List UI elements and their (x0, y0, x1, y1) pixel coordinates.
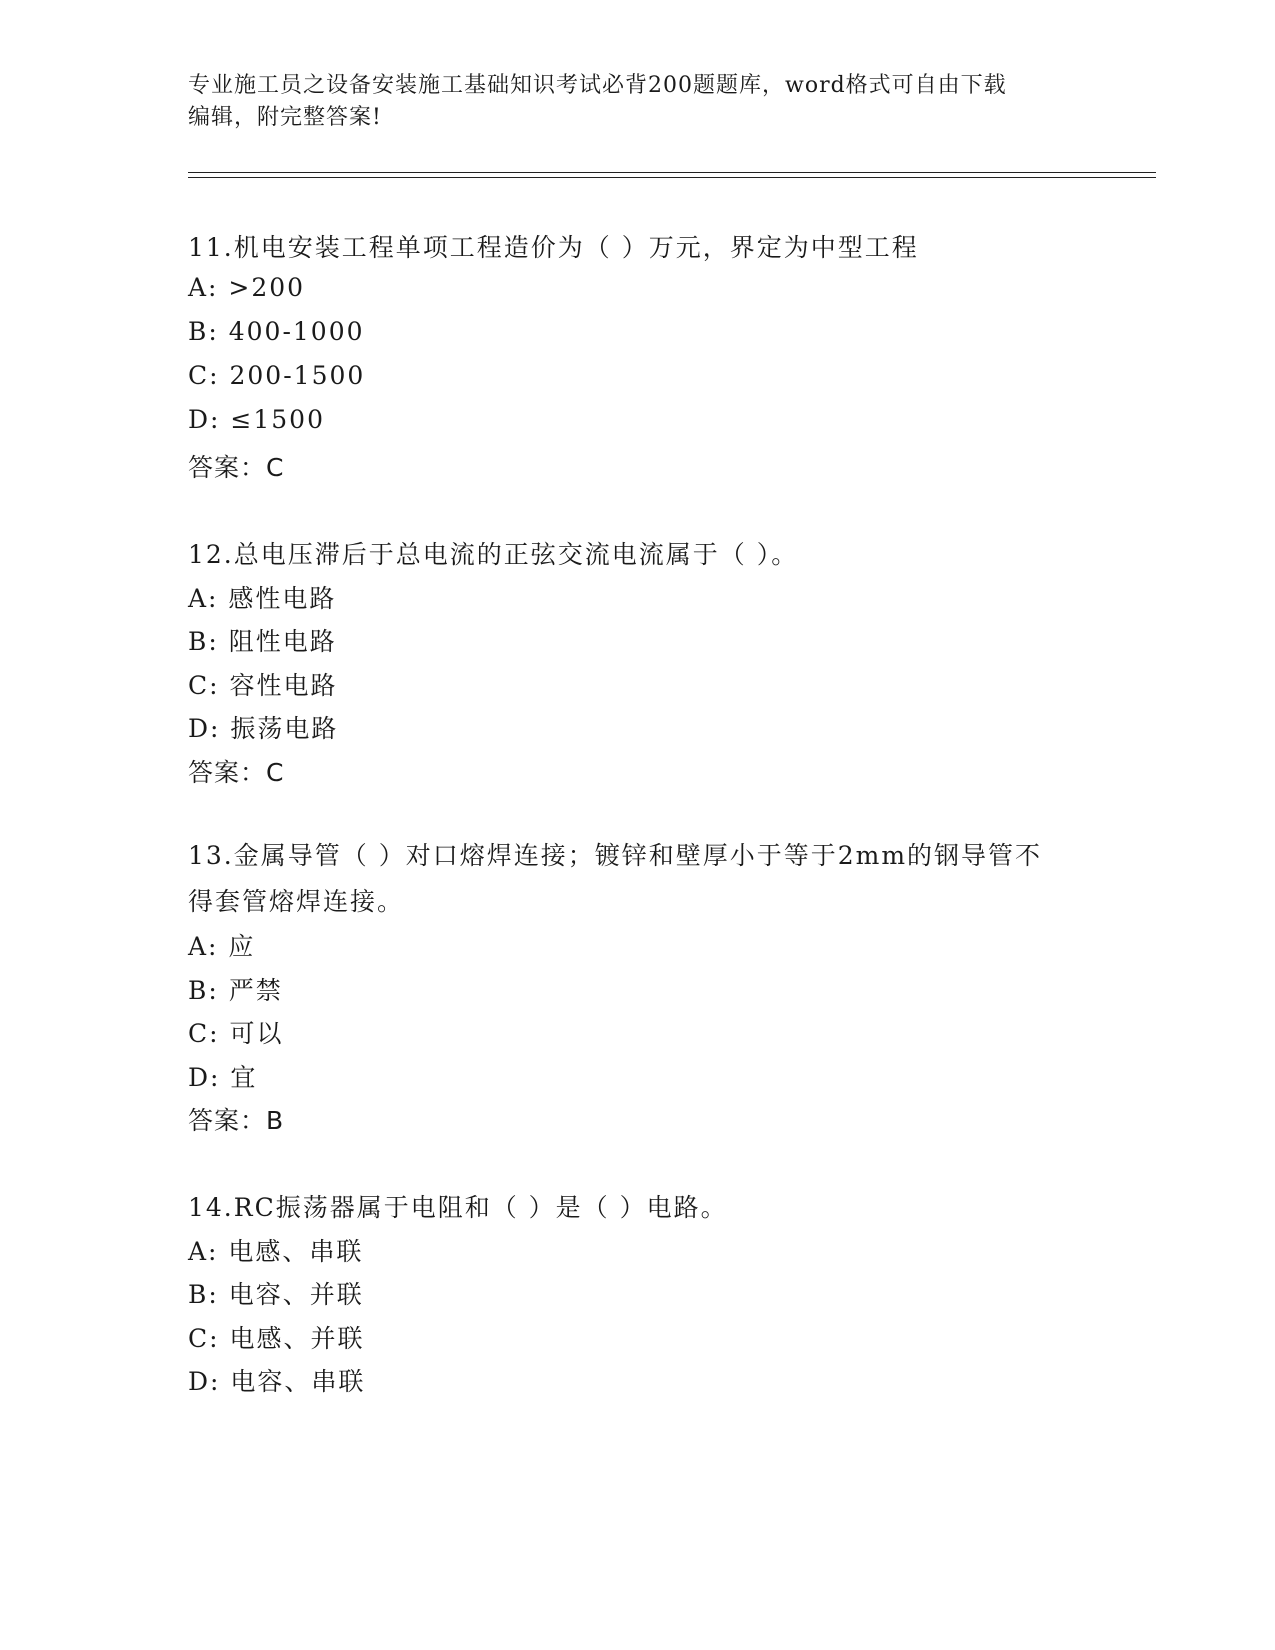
question-13-option-a: A: 应 (188, 932, 256, 961)
question-11-option-c: C: 200-1500 (188, 361, 366, 390)
question-14-option-d: D: 电容、串联 (188, 1367, 366, 1396)
header-rule-top (188, 172, 1156, 173)
question-13-option-c: C: 可以 (188, 1019, 284, 1048)
question-12-title: 12.总电压滞后于总电流的正弦交流电流属于（ ）。 (188, 540, 799, 569)
question-12-option-d: D: 振荡电路 (188, 714, 339, 743)
question-13-title: 13.金属导管（ ）对口熔焊连接；镀锌和壁厚小于等于2mm的钢导管不得套管熔焊连接。 (188, 841, 1043, 916)
question-14-option-b: B: 电容、并联 (188, 1280, 364, 1309)
question-14-title: 14.RC振荡器属于电阻和（ ）是（ ）电路。 (188, 1193, 728, 1222)
question-11-title: 11.机电安装工程单项工程造价为（ ）万元，界定为中型工程 (188, 233, 919, 262)
question-11-option-a: A: >200 (188, 273, 306, 302)
question-11-answer: 答案：C (188, 453, 285, 482)
document-header (188, 70, 1068, 134)
question-12-answer: 答案：C (188, 758, 285, 787)
question-12-option-a: A: 感性电路 (188, 584, 337, 613)
question-12-option-c: C: 容性电路 (188, 671, 338, 700)
question-14-option-a: A: 电感、串联 (188, 1237, 364, 1266)
question-11-option-b: B: 400-1000 (188, 317, 365, 346)
header-rule-bottom (188, 177, 1156, 178)
header-line-2: 编辑，附完整答案! (188, 105, 382, 130)
question-14-option-c: C: 电感、并联 (188, 1324, 365, 1353)
question-13-option-b: B: 严禁 (188, 976, 283, 1005)
question-11-option-d: D: ≤1500 (188, 405, 325, 434)
question-12-option-b: B: 阻性电路 (188, 627, 337, 656)
question-13-answer: 答案：B (188, 1106, 285, 1135)
question-13-option-d: D: 宜 (188, 1063, 258, 1092)
header-line-1: 专业施工员之设备安装施工基础知识考试必背200题题库，word格式可自由下载 (188, 73, 1007, 98)
